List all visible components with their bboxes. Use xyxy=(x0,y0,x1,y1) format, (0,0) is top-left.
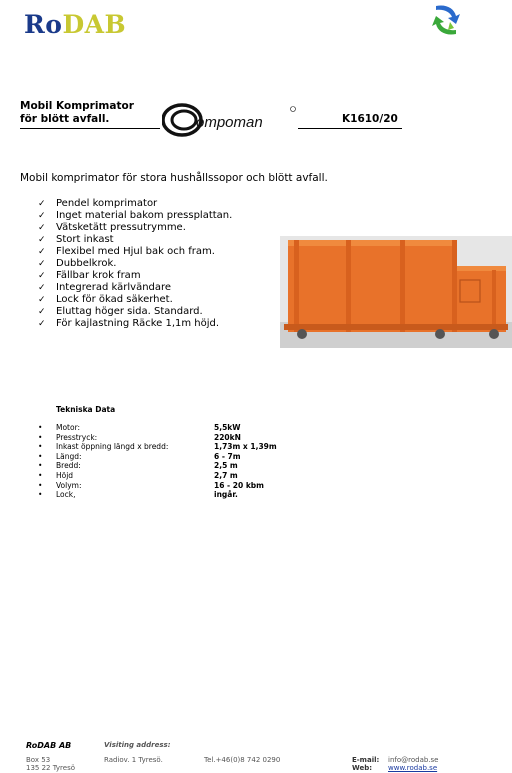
feature-list xyxy=(38,198,232,330)
feature-text: Fällbar krok fram xyxy=(56,270,141,281)
checkmark-icon: ✓ xyxy=(38,295,46,305)
feature-item xyxy=(38,222,232,234)
feature-item xyxy=(38,198,232,210)
feature-item xyxy=(38,258,232,270)
bullet-icon: • xyxy=(38,451,43,461)
spec-value: 6 - 7m xyxy=(214,451,241,461)
intro-text: Mobil komprimator för stora hushållssopor och blött avfall. xyxy=(20,172,328,184)
footer-city: 135 22 Tyresö xyxy=(26,764,76,772)
rodab-logo xyxy=(24,10,126,40)
feature-text: Inget material bakom pressplattan. xyxy=(56,210,233,221)
bullet-icon: • xyxy=(38,461,43,471)
feature-text: Integrerad kärlvändare xyxy=(56,282,172,293)
feature-item xyxy=(38,294,232,306)
title-rule-left xyxy=(20,128,160,129)
spec-value: 2,7 m xyxy=(214,470,238,480)
spec-value: 1,73m x 1,39m xyxy=(214,442,277,452)
bullet-icon: • xyxy=(38,423,43,432)
spec-label: Inkast öppning längd x bredd: xyxy=(56,442,169,452)
footer-company: RoDAB AB xyxy=(26,741,72,750)
title-rule-right xyxy=(298,128,402,129)
checkmark-icon: ✓ xyxy=(38,319,46,329)
feature-item xyxy=(38,246,232,258)
checkmark-icon: ✓ xyxy=(38,235,46,245)
footer-phone: Tel.+46(0)8 742 0290 xyxy=(204,756,281,764)
checkmark-icon: ✓ xyxy=(38,211,46,221)
feature-item xyxy=(38,234,232,246)
checkmark-icon: ✓ xyxy=(38,223,46,233)
spec-value: 16 - 20 kbm xyxy=(214,480,264,490)
bullet-icon: • xyxy=(38,432,43,442)
checkmark-icon: ✓ xyxy=(38,271,46,281)
spec-label: Lock, xyxy=(56,490,76,500)
spec-label: Bredd: xyxy=(56,461,81,471)
spec-label: Höjd xyxy=(56,470,74,480)
bullet-icon: • xyxy=(38,470,43,480)
brand-ro: Ro xyxy=(24,10,63,39)
spec-label: Längd: xyxy=(56,451,82,461)
footer-box: Box 53 xyxy=(26,756,51,764)
footer-email-link[interactable]: info@rodab.se xyxy=(388,756,439,764)
feature-text: Pendel komprimator xyxy=(56,198,158,209)
checkmark-icon: ✓ xyxy=(38,307,46,317)
feature-text: För kajlastning Räcke 1,1m höjd. xyxy=(56,318,220,329)
footer-street: Radiov. 1 Tyresö. xyxy=(104,756,163,764)
feature-item xyxy=(38,270,232,282)
brand-dab: DAB xyxy=(62,10,127,39)
feature-item xyxy=(38,210,232,222)
footer-web-link[interactable]: www.rodab.se xyxy=(388,764,438,772)
spec-value: 2,5 m xyxy=(214,461,238,471)
spec-label: Presstryck: xyxy=(56,432,98,442)
compoman-logo xyxy=(162,103,297,137)
spec-value: 220kN xyxy=(214,432,241,442)
feature-text: Lock för ökad säkerhet. xyxy=(56,294,173,305)
spec-title: Tekniska Data xyxy=(56,405,116,414)
feature-item xyxy=(38,318,232,330)
footer-email-label: E-mail: xyxy=(352,756,380,764)
feature-text: Vätsketätt pressutrymme. xyxy=(56,222,186,233)
feature-text: Flexibel med Hjul bak och fram. xyxy=(56,246,215,257)
checkmark-icon: ✓ xyxy=(38,247,46,257)
checkmark-icon: ✓ xyxy=(38,259,46,269)
feature-text: Dubbelkrok. xyxy=(56,258,117,269)
bullet-icon: • xyxy=(38,480,43,490)
product-title-line2: för blött avfall. xyxy=(20,113,110,125)
model-number: K1610/20 xyxy=(342,113,398,125)
spec-value: 5,5kW xyxy=(214,423,241,432)
checkmark-icon: ✓ xyxy=(38,199,46,209)
bullet-icon: • xyxy=(38,442,43,452)
footer-visiting-label: Visiting address: xyxy=(104,741,171,749)
spec-label: Volym: xyxy=(56,480,82,490)
bullet-icon: • xyxy=(38,490,43,500)
product-title-line1: Mobil Komprimator xyxy=(20,100,134,112)
container-photo xyxy=(280,236,512,348)
feature-text: Stort inkast xyxy=(56,234,114,245)
footer-web-label: Web: xyxy=(352,764,373,772)
feature-item xyxy=(38,282,232,294)
checkmark-icon: ✓ xyxy=(38,283,46,293)
spec-value: ingår. xyxy=(214,490,238,500)
recycle-arrows-icon xyxy=(430,2,462,38)
compoman-logo-text: ompoman xyxy=(196,114,263,131)
feature-item xyxy=(38,306,232,318)
spec-label: Motor: xyxy=(56,423,81,432)
feature-text: Eluttag höger sida. Standard. xyxy=(56,306,203,317)
